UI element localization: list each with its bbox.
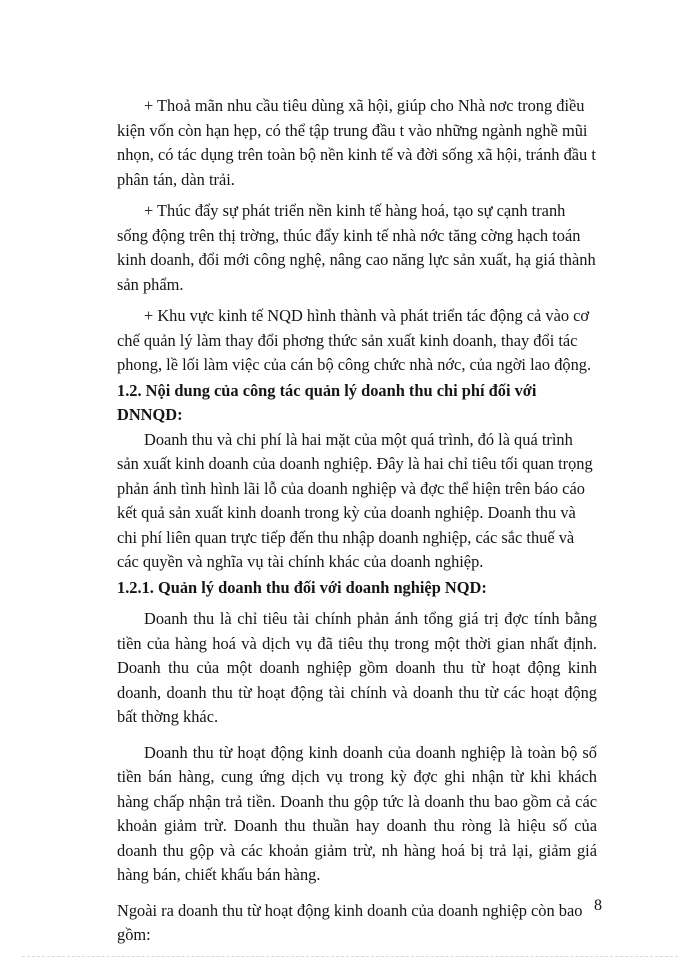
section-heading-1-2: 1.2. Nội dung của công tác quản lý doanh thu chi phí đối với DNNQD: (117, 380, 537, 424)
page-number: 8 (594, 897, 602, 914)
paragraph-revenue-definition: Doanh thu là chỉ tiêu tài chính phản ánh tổng giá trị đợc tính bằng tiền của hàng hoá và dịch vụ đã tiêu thụ trong một thời gian nhất định. Doanh thu của một doanh nghiệp gồm doanh thu từ hoạt động kinh doanh, doanh thu từ hoạt động tài chính và doanh thu từ các hoạt động bất thờng khác. (117, 609, 597, 726)
page-bottom-divider (22, 956, 678, 957)
paragraph-market-development: + Thúc đẩy sự phát triển nền kinh tế hàng hoá, tạo sự cạnh tranh sống động trên thị trờng, thúc đẩy kinh tế nhà nớc tăng cờng hạch toán kinh doanh, đổi mới công nghệ, nâng cao năng lực sản xuất, hạ giá thành sản phẩm. (117, 201, 596, 294)
document-body (117, 94, 597, 948)
paragraph-business-revenue: Doanh thu từ hoạt động kinh doanh của doanh nghiệp là toàn bộ số tiền bán hàng, cung ứng dịch vụ trong kỳ đợc ghi nhận từ khi khách hàng chấp nhận trả tiền. Doanh thu gộp tức là doanh thu bao gồm cả các khoản giảm trừ. Doanh thu thuần hay doanh thu ròng là hiệu số của doanh thu gộp và các khoản giảm trừ, nh hàng hoá bị trả lại, giảm giá hàng bán, chiết khấu bán hàng. (117, 742, 597, 884)
paragraph-consumer-needs: + Thoả mãn nhu cầu tiêu dùng xã hội, giúp cho Nhà nơc trong điều kiện vốn còn hạn hẹp, có thể tập trung đầu t vào những ngành nghề mũi nhọn, có tác dụng trên toàn bộ nền kinh tế và đời sống xã hội, tránh đầu t phân tán, dàn trải. (117, 96, 596, 189)
paragraph-additional-revenue: Ngoài ra doanh thu từ hoạt động kinh doanh của doanh nghiệp còn bao gồm: (117, 900, 583, 944)
paragraph-revenue-costs-intro: Doanh thu và chi phí là hai mặt của một quá trình, đó là quá trình sản xuất kinh doanh của doanh nghiệp. Đây là hai chỉ tiêu tối quan trọng phản ánh tình hình lãi lỗ của doanh nghiệp và đợc thể hiện trên báo cáo kết quả sản xuất kinh doanh trong kỳ của doanh nghiệp. Doanh thu và chi phí liên quan trực tiếp đến thu nhập doanh nghiệp, các sắc thuế và các quyền và nghĩa vụ tài chính khác của doanh nghiệp. (117, 429, 593, 571)
paragraph-management-impact: + Khu vực kinh tế NQD hình thành và phát triển tác động cả vào cơ chế quản lý làm thay đổi phơng thức sản xuất kinh doanh, thay đổi tác phong, lề lối làm việc của cán bộ công chức nhà nớc, của ngời lao động. (117, 306, 592, 374)
section-heading-1-2-1: 1.2.1. Quản lý doanh thu đối với doanh nghiệp NQD: (117, 577, 487, 597)
